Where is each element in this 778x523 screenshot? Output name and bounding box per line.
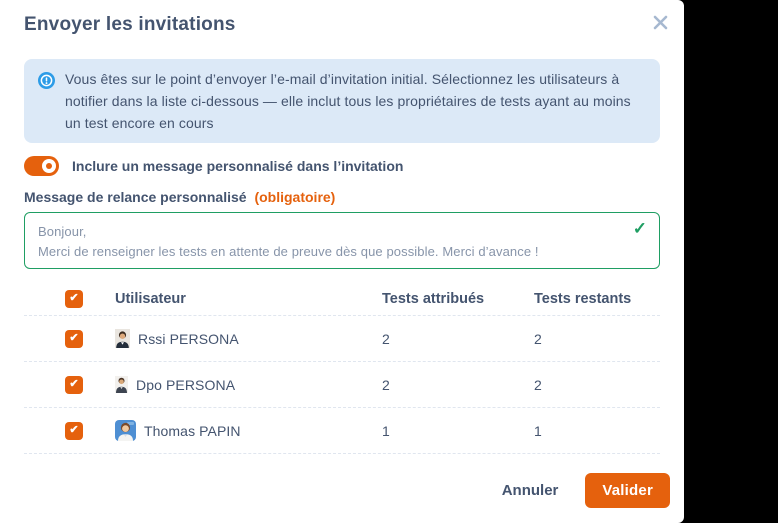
user-name: Dpo PERSONA bbox=[136, 376, 236, 393]
tests-assigned-value: 2 bbox=[382, 330, 390, 347]
column-header-assigned: Tests attribués bbox=[382, 290, 485, 307]
user-avatar bbox=[115, 329, 130, 348]
page-title: Envoyer les invitations bbox=[24, 14, 236, 35]
user-avatar bbox=[115, 376, 128, 393]
tests-assigned-value: 2 bbox=[382, 376, 390, 393]
message-textarea-wrapper bbox=[24, 212, 660, 269]
tests-assigned-value: 1 bbox=[382, 422, 390, 439]
column-header-remaining: Tests restants bbox=[534, 290, 632, 307]
close-icon[interactable] bbox=[650, 12, 670, 32]
valid-checkmark-icon: ✓ bbox=[632, 219, 647, 238]
user-avatar bbox=[115, 420, 136, 441]
tests-remaining-value: 1 bbox=[534, 422, 542, 439]
info-banner-text: Vous êtes sur le point d’envoyer l’e-mail d’invitation initial. Sélectionnez les utilisateurs à notifier dans la liste ci-dessous — elle inclut tous les propriétaires de tests ayant au moins un test encore en cours bbox=[65, 71, 631, 131]
message-field-label-row bbox=[24, 189, 660, 205]
user-name: Thomas PAPIN bbox=[144, 422, 241, 439]
modal-footer bbox=[502, 473, 670, 508]
row-checkbox[interactable]: ✔ bbox=[65, 422, 83, 440]
submit-button[interactable]: Valider bbox=[585, 473, 670, 508]
users-table bbox=[24, 282, 660, 454]
select-all-checkbox[interactable]: ✔ bbox=[65, 290, 83, 308]
table-row bbox=[24, 362, 660, 408]
table-row bbox=[24, 408, 660, 454]
tests-remaining-value: 2 bbox=[534, 330, 542, 347]
close-x-glyph bbox=[653, 15, 668, 30]
message-textarea[interactable] bbox=[25, 213, 659, 268]
user-cell bbox=[115, 420, 382, 441]
user-name: Rssi PERSONA bbox=[138, 330, 239, 347]
table-header-row bbox=[24, 282, 660, 316]
include-message-toggle[interactable] bbox=[24, 156, 59, 176]
info-alert-icon bbox=[38, 72, 55, 134]
include-message-toggle-row bbox=[24, 156, 660, 176]
column-header-user: Utilisateur bbox=[115, 290, 186, 307]
info-banner bbox=[24, 59, 660, 143]
required-hint: (obligatoire) bbox=[254, 189, 336, 205]
cancel-button[interactable]: Annuler bbox=[501, 482, 559, 499]
table-row bbox=[24, 316, 660, 362]
message-field-label: Message de relance personnalisé bbox=[24, 189, 247, 205]
row-checkbox[interactable]: ✔ bbox=[65, 330, 83, 348]
user-cell bbox=[115, 329, 382, 348]
tests-remaining-value: 2 bbox=[534, 376, 542, 393]
row-checkbox[interactable]: ✔ bbox=[65, 376, 83, 394]
user-cell bbox=[115, 376, 382, 393]
toggle-knob bbox=[42, 159, 56, 173]
include-message-toggle-label: Inclure un message personnalisé dans l’invitation bbox=[72, 158, 404, 174]
